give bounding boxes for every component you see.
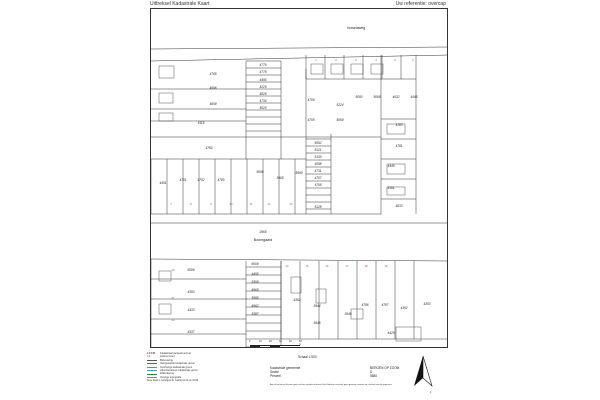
parcel-number: 3946 [344, 312, 352, 316]
parcel-number: 5359 [251, 280, 259, 284]
legend-label: Bebouwing [160, 358, 173, 362]
parcel-number: 5060 [355, 95, 363, 99]
scale-tick-label: 10 [259, 340, 262, 343]
parcel-number: 3944 [313, 304, 321, 308]
legend [147, 352, 199, 384]
legend-label: Waterkering [160, 372, 174, 376]
building-outline [291, 277, 301, 293]
parcel-number: 4783 [395, 123, 403, 127]
house-number: 10 [229, 203, 233, 206]
house-number: 8 [190, 203, 192, 206]
legend-swatch [147, 370, 157, 371]
property-label: Perceel [270, 374, 281, 379]
property-info [270, 366, 399, 379]
house-number: 15 [305, 265, 309, 268]
house-number: 6 [412, 59, 414, 62]
map-svg [151, 9, 448, 348]
house-number: 11 [249, 203, 253, 206]
parcel-number: 4362 [293, 298, 301, 302]
parcel-number: 5387 [251, 312, 259, 316]
legend-label: Huisnummer [160, 355, 175, 359]
parcel-number: 5096 [256, 170, 264, 174]
house-number: 21 [171, 297, 175, 300]
cadastral-map[interactable] [150, 8, 448, 348]
house-number: 7 [170, 203, 172, 206]
parcel-number: 2965 [259, 230, 267, 234]
parcel-number: 4337 [187, 330, 195, 334]
scale-segment [250, 345, 260, 347]
scale-tick-label: 20 [269, 340, 272, 343]
parcel-number: 4780 [217, 178, 225, 182]
parcel-number: 5590 [295, 171, 303, 175]
house-number: 17 [345, 265, 349, 268]
building-outline [159, 304, 171, 314]
parcel-number: 4787 [381, 303, 389, 307]
parcel-number: 4786 [361, 303, 369, 307]
parcel-number: 3945 [313, 321, 321, 325]
property-value: D [370, 370, 373, 375]
parcel-number: 4707 [314, 176, 322, 180]
parcel-number: 4760 [205, 146, 213, 150]
parcel-number: 4765 [209, 72, 217, 76]
scale-tick-label: 0 [249, 340, 251, 343]
scale-tick-label: 30 [279, 340, 282, 343]
parcel-number: 4701 [179, 178, 187, 182]
house-number: 22 [171, 319, 175, 322]
parcel-number: 3965 [276, 176, 284, 180]
house-number: 20 [171, 269, 175, 272]
street-edge [151, 55, 448, 61]
property-value: 5880 [370, 374, 378, 379]
parcel-number: 4706 [307, 98, 315, 102]
house-number: 3 [355, 59, 357, 62]
parcel-number: 4962 [251, 304, 259, 308]
parcel-number: 5989 [251, 296, 259, 300]
parcel-number: 4490 [259, 78, 267, 82]
scale-segment [270, 345, 280, 347]
house-number: 19 [384, 265, 388, 268]
parcel-number: 4969 [251, 288, 259, 292]
legend-swatch [147, 374, 157, 375]
scale-bar [249, 340, 302, 349]
parcel-number: 4455 [251, 272, 259, 276]
parcel-number: 4826 [259, 92, 267, 96]
parcel-number: 4098 [314, 162, 322, 166]
building-outline [159, 93, 173, 103]
parcel-number: 4433 [187, 308, 195, 312]
house-number: 16 [325, 265, 329, 268]
house-number: 14 [285, 265, 289, 268]
parcel-number: 4352 [400, 306, 408, 310]
scale-tick-label: 40 [289, 340, 292, 343]
building-outline [351, 64, 363, 74]
property-label: Kadastrale gemeente [270, 366, 301, 370]
north-arrow-icon [412, 354, 434, 388]
parcel-number: 4445 [410, 95, 418, 99]
parcel-number: 4698 [209, 86, 217, 90]
street-name: Vorselaweg [346, 26, 366, 30]
property-row [270, 374, 399, 378]
parcel-number: 5068 [373, 95, 381, 99]
parcel-number: 4778 [259, 70, 267, 74]
legend-label: Administratieve kadastrale grens [160, 369, 198, 373]
house-number: 13 [289, 203, 293, 206]
building-outline [159, 271, 171, 281]
parcel-number: 5069 [336, 118, 344, 122]
house-number: 2 [335, 59, 337, 62]
parcel-number: 5115 [197, 121, 205, 125]
scale-tick-label: 50 m [299, 340, 302, 346]
parcel-number: 5224 [336, 103, 344, 107]
parcel-number: 4451 [159, 181, 167, 185]
parcel-number: 4161 [387, 186, 395, 190]
parcel-number: 4632 [392, 95, 400, 99]
parcel-number: 5130 [314, 155, 322, 159]
house-number: 1 [315, 59, 317, 62]
building-outline [311, 64, 323, 74]
house-number: 5 [394, 59, 396, 62]
disclaimer: Aan dit uittreksel kunnen geen rechten worden ontleend. Het Kadaster verstrekt geen garantie omtrent de juistheid van de gegevens. [270, 384, 393, 386]
parcel-number: 4449 [387, 164, 395, 168]
parcel-number: 4731 [314, 169, 322, 173]
parcel-number: 4225 [259, 85, 267, 89]
parcel-number: 4420 [387, 331, 395, 335]
house-number: 12 [267, 203, 271, 206]
parcel-number: 5020 [259, 106, 267, 110]
parcel-number: 4708 [314, 183, 322, 187]
property-label: Sectie [270, 370, 279, 375]
parcel-number: 4734 [259, 99, 267, 103]
parcel-number: 4353 [187, 290, 195, 294]
legend-item [147, 376, 199, 379]
legend-label: Vastgestelde kadastrale grens [160, 362, 195, 366]
header-title: Uittreksel Kadastrale Kaart [150, 1, 210, 7]
building-outline [159, 66, 174, 78]
parcel-number: 4781 [395, 144, 403, 148]
legend-swatch [147, 367, 157, 368]
parcel-number: 4353 [423, 302, 431, 306]
street-edge [151, 259, 448, 261]
house-number: 9 [210, 203, 212, 206]
header-reference: Uw referentie: overcap [395, 1, 446, 7]
legend-label: Kadastraal perceelnummer [160, 352, 192, 355]
building-outline [316, 289, 326, 303]
street-name: Boomgaard [253, 238, 273, 242]
legend-label: Overige topografie [160, 375, 182, 379]
parcel-number: 4705 [307, 118, 315, 122]
legend-swatch [147, 377, 157, 378]
parcel-number: 4699 [209, 102, 217, 106]
legend-swatch [147, 363, 157, 364]
house-number: 18 [364, 265, 368, 268]
building-outline [159, 113, 173, 121]
parcel-number: 5552 [314, 141, 322, 145]
parcel-number: 4779 [259, 63, 267, 67]
parcel-number: 5121 [314, 148, 322, 152]
scale-label: Schaal 1:500 [298, 355, 317, 359]
house-number: 4 [375, 59, 377, 62]
legend-footnote: Deze kaart is noordgericht. Geldig tot 01 juni 2019. [147, 380, 199, 383]
parcel-number: 5128 [314, 205, 322, 209]
parcel-number: 6009 [251, 262, 259, 266]
property-value: BERGEN OP ZOOM [370, 366, 400, 370]
parcel-number: 4702 [197, 178, 205, 182]
building-outline [331, 64, 343, 74]
legend-swatch [147, 360, 157, 361]
street-edge [151, 47, 448, 49]
legend-label: Voorlopige kadastrale grens [160, 365, 193, 369]
scale-segment [260, 345, 270, 348]
parcel-number: 4633 [395, 204, 403, 208]
scale-segment [280, 345, 300, 348]
sheet-number: 1 [430, 392, 432, 394]
legend-swatch: 12 [147, 354, 151, 359]
legend-swatch: 12345 [147, 351, 156, 355]
parcel-number: 6006 [187, 268, 195, 272]
